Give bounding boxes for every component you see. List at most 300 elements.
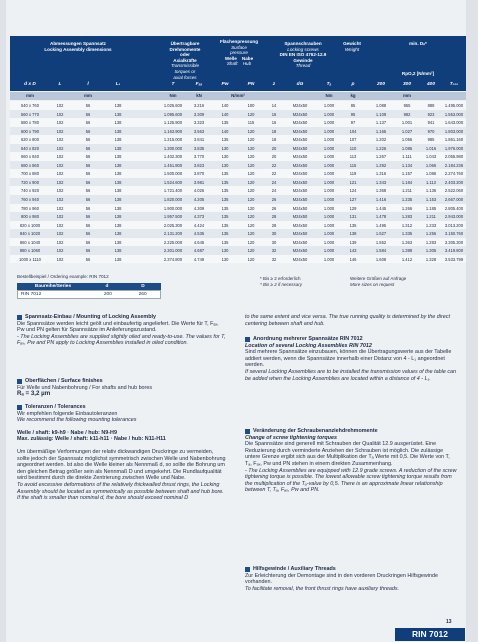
table-cell: 2.374.800 <box>163 256 183 262</box>
header-col-screws <box>268 41 338 69</box>
table-cell: 1.402.300 <box>163 154 183 160</box>
section-text: Location of several Locking Assemblies RIN 7012 <box>245 342 372 349</box>
table-cell: 135 <box>221 188 229 194</box>
table-cell: 1.524.600 <box>163 179 183 185</box>
table-cell: 56 <box>85 205 91 211</box>
table-cell: 130 <box>221 145 229 151</box>
table-cell: 120 <box>247 145 255 151</box>
table-cell: 135 <box>349 222 357 228</box>
table-cell: 138 <box>114 248 122 254</box>
table-cell: 1.861.160 <box>444 137 464 143</box>
table-cell: 840 x 1020 <box>19 231 41 237</box>
table-cell: 24 <box>271 179 277 185</box>
table-cell: 1.445 <box>375 205 387 211</box>
table-cell: 1.000 <box>323 231 335 237</box>
table-cell: 1.900.000 <box>163 205 183 211</box>
table-cell: M24x50 <box>292 120 308 126</box>
table-cell: 1.328 <box>425 256 437 262</box>
table-cell: 1.000 <box>323 222 335 228</box>
table-cell: 138 <box>114 214 122 220</box>
table-cell: M24x50 <box>292 137 308 143</box>
series-footer-badge: RIN 7012 <box>395 628 465 641</box>
bullet-icon <box>17 405 22 410</box>
sym-dxD: d x D <box>24 82 36 87</box>
table-cell: 1.185 <box>425 205 437 211</box>
header-text: torques or <box>174 68 196 74</box>
table-cell: 138 <box>114 256 122 262</box>
unit-cell: kg <box>350 93 356 98</box>
table-cell: 138 <box>349 231 357 237</box>
table-cell: 138 <box>114 205 122 211</box>
table-row <box>10 152 466 161</box>
table-cell: 28 <box>271 214 277 220</box>
table-cell: 139 <box>349 239 357 245</box>
table-cell: 660 x 840 <box>21 154 39 160</box>
table-cell: M24x50 <box>292 256 308 262</box>
unit-cell: mm <box>26 93 34 98</box>
table-row <box>10 229 466 238</box>
table-cell: 1.000 <box>323 197 335 203</box>
section-text: To facilitate removal, the front thrust rings have auxiliary threads. <box>245 585 400 592</box>
table-cell: 640 x 820 <box>21 145 39 151</box>
header-text: Transmissible <box>171 63 199 69</box>
table-cell: 1.085 <box>401 145 413 151</box>
table-cell: 1.495.000 <box>444 103 464 108</box>
ordering-heading: Bestellbeispiel / Ordering example: RIN 7012 <box>17 274 109 279</box>
table-cell: 1.000 <box>323 256 335 262</box>
table-cell: 3.323 <box>193 120 205 126</box>
bullet-icon <box>17 379 22 384</box>
table-cell: 135 <box>221 214 229 220</box>
table-cell: M24x50 <box>292 179 308 185</box>
sym-dG: dG <box>296 82 304 87</box>
table-cell: 970 <box>427 128 435 134</box>
unit-cell: Nm <box>325 93 333 98</box>
table-cell: 138 <box>114 222 122 228</box>
table-cell: 56 <box>85 188 91 194</box>
table-cell: 102 <box>56 197 64 203</box>
footnotes-right <box>350 276 406 288</box>
table-cell: M24x50 <box>292 188 308 194</box>
header-text: oder <box>180 52 190 58</box>
table-cell: 4.749 <box>193 256 205 262</box>
table-cell: 135 <box>221 197 229 203</box>
table-cell: 3.770 <box>193 154 205 160</box>
table-cell: 1.300.000 <box>163 145 183 151</box>
table-cell: M24x50 <box>292 128 308 134</box>
header-text: Nabe <box>241 55 254 61</box>
table-cell: 56 <box>85 171 91 177</box>
table-cell: 1.202 <box>375 137 387 143</box>
table-cell: 102 <box>56 205 64 211</box>
table-cell: 880 x 1060 <box>19 248 41 254</box>
table-cell: M24x50 <box>292 154 308 160</box>
section-tolerances <box>17 404 227 502</box>
table-cell: 1.111 <box>402 154 412 160</box>
table-cell: 1.000 <box>323 248 335 254</box>
table-cell: 985 <box>427 137 435 143</box>
table-cell: 3.533.799 <box>444 256 464 262</box>
table-cell: 600 x 790 <box>21 128 39 134</box>
table-cell: 1.000 <box>323 120 335 126</box>
table-cell: 56 <box>85 128 91 134</box>
table-cell: 120 <box>247 197 255 203</box>
ordering-table <box>17 283 161 299</box>
table-cell: 135 <box>221 171 229 177</box>
table-cell: 1.134 <box>401 162 413 168</box>
header-col-torque <box>160 41 210 80</box>
header-text: Weight <box>344 46 360 52</box>
table-cell: 102 <box>56 231 64 237</box>
table-cell: 580 x 780 <box>21 120 39 126</box>
table-row <box>10 246 466 255</box>
sym-z: z <box>272 82 276 87</box>
table-cell: 740 x 920 <box>21 188 39 194</box>
header-text: Surface <box>231 44 247 50</box>
table-cell: 102 <box>56 248 64 254</box>
table-cell: 120 <box>247 256 255 262</box>
table-cell: 120 <box>247 111 255 117</box>
section-text: Max. zulässig: Welle / shaft: k11-h11 · Nabe / hub: N11-H11 <box>17 436 166 443</box>
unit-cell: mm <box>403 93 411 98</box>
table-cell: 102 <box>56 239 64 245</box>
table-cell: 135 <box>221 205 229 211</box>
table-cell: 120 <box>247 162 255 168</box>
table-cell: 1.553.000 <box>444 111 464 117</box>
table-cell: 56 <box>85 111 91 117</box>
table-cell: 138 <box>114 188 122 194</box>
sym-L1: L₁ <box>115 82 121 87</box>
table-cell: 16 <box>271 111 277 117</box>
section-text: Für Welle und Nabenbohrung / For shafts and hub bores <box>17 384 153 391</box>
table-cell: 3.419.800 <box>444 248 464 254</box>
table-cell: 56 <box>85 197 91 203</box>
table-cell: 1.305 <box>425 248 437 254</box>
table-cell: 120 <box>247 137 255 143</box>
table-cell: 3.309 <box>193 111 205 117</box>
table-cell: 1.335 <box>401 231 413 237</box>
header-text: Locking Assembly dimensions <box>44 46 112 52</box>
table-cell: 1.125.900 <box>163 120 183 126</box>
table-cell: 120 <box>247 239 255 245</box>
table-cell: 102 <box>56 256 64 262</box>
table-cell: 20 <box>271 145 277 151</box>
table-cell: 2.055.980 <box>444 154 464 160</box>
table-cell: 1.095.600 <box>163 111 183 117</box>
table-cell: 2.131.200 <box>163 231 183 237</box>
ordering-col: D <box>141 284 145 289</box>
table-cell: 26 <box>271 197 277 203</box>
table-cell: 1.000 <box>323 239 335 245</box>
table-cell: 102 <box>56 214 64 220</box>
table-cell: 1.412 <box>401 256 413 262</box>
table-cell: 138 <box>114 231 122 237</box>
table-cell: 138 <box>114 137 122 143</box>
table-cell: 1.292 <box>375 162 387 168</box>
table-cell: 56 <box>85 145 91 151</box>
table-cell: M24x50 <box>292 205 308 211</box>
table-cell: 1.000 <box>323 188 335 194</box>
table-cell: 1.113 <box>426 179 436 185</box>
table-cell: 14 <box>271 103 277 108</box>
section-title <box>17 404 227 411</box>
table-cell: 1.153 <box>425 197 437 203</box>
section-text: Welle / shaft: k9-h9 · Nabe / hub: N9-H9 <box>17 429 117 436</box>
ordering-col: Baureihe/Series <box>34 284 72 289</box>
table-cell: M24x50 <box>292 145 308 151</box>
table-cell: 620 x 800 <box>21 137 39 143</box>
table-cell: 860 x 1040 <box>19 239 41 245</box>
table-cell: 1.027 <box>401 128 413 134</box>
table-cell: 138 <box>114 162 122 168</box>
table-row <box>10 221 466 230</box>
table-cell: 2.301.000 <box>163 248 183 254</box>
table-cell: 4.687 <box>193 248 205 254</box>
table-cell: 2.403.200 <box>444 179 464 185</box>
table-cell: M24x50 <box>292 222 308 228</box>
table-cell: 1.803.000 <box>444 128 464 134</box>
header-text: Übertragbare <box>170 41 200 46</box>
header-text: Drehmomente <box>169 46 201 52</box>
table-cell: 102 <box>56 145 64 151</box>
table-row <box>10 178 466 187</box>
table-cell: M24x50 <box>292 248 308 254</box>
header-text: Spannschrauben <box>284 41 322 46</box>
table-cell: 130 <box>221 248 229 254</box>
table-cell: 24 <box>271 188 277 194</box>
sym-300: 300 <box>402 82 411 87</box>
table-cell: 923 <box>427 111 435 117</box>
table-cell: 102 <box>56 188 64 194</box>
table-cell: 135 <box>221 179 229 185</box>
table-row <box>10 186 466 195</box>
table-cell: 1.584 <box>375 248 387 254</box>
header-col-min-dn <box>372 41 464 76</box>
section-text: Change of screw tightening torques <box>245 434 337 441</box>
sym-T200: T₂₀₀ <box>449 82 459 87</box>
table-cell: 120 <box>247 171 255 177</box>
header-text: Hub <box>242 61 252 67</box>
table-cell: 3.981 <box>193 179 205 185</box>
table-cell: 3.305.300 <box>444 239 464 245</box>
section-text: Zur Erleichterung der Demontage sind in den vorderen Druckringen Hilfsgewinde vorhanden. <box>245 572 438 586</box>
table-cell: 113 <box>349 154 357 160</box>
table-row <box>10 212 466 221</box>
table-cell: 2.667.000 <box>444 197 464 203</box>
table-cell: 2.274.760 <box>444 171 464 177</box>
table-cell: 20 <box>271 154 277 160</box>
table-cell: 982 <box>403 111 411 117</box>
table-cell: 95 <box>350 111 356 117</box>
table-cell: 120 <box>247 222 255 228</box>
table-cell: 146 <box>349 256 357 262</box>
table-cell: 1.451.800 <box>163 162 183 168</box>
table-cell: 820 x 1000 <box>19 222 41 228</box>
footnote: More sizes on request <box>350 282 395 287</box>
section-title-text: Oberflächen / Surface finishes <box>25 378 103 384</box>
section-text: Wir empfehlen folgende Einbautoleranzen <box>17 410 118 417</box>
table-row <box>10 169 466 178</box>
section-title-text: Spannsatz-Einbau / Mounting of Locking Assembly <box>25 314 156 320</box>
table-cell: M24x50 <box>292 111 308 117</box>
table-cell: 2.025.300 <box>163 222 183 228</box>
header-col-pressure <box>213 39 265 67</box>
ordering-table-row <box>17 290 161 299</box>
sym-T: T <box>171 82 175 87</box>
table-cell: 130 <box>221 162 229 168</box>
table-cell: 941 <box>427 120 435 126</box>
section-title-text: Hilfsgewinde / Auxiliary Threads <box>253 566 336 572</box>
ordering-table-head <box>17 283 161 290</box>
table-cell: M24x50 <box>292 231 308 237</box>
table-cell: M24x50 <box>292 197 308 203</box>
table-cell: 1.000 <box>323 137 335 143</box>
table-cell: 85 <box>350 103 356 108</box>
table-cell: 1.043 <box>425 154 437 160</box>
table-cell: 1.000 <box>323 154 335 160</box>
header-text: Abmessungen Spannsatz <box>50 41 106 46</box>
table-cell: 22 <box>271 162 277 168</box>
table-cell: 4.026 <box>193 188 205 194</box>
sym-l: l <box>87 82 89 87</box>
table-cell: 129 <box>349 205 357 211</box>
table-cell: 888 <box>427 103 435 108</box>
table-cell: 56 <box>85 103 91 108</box>
section-title <box>245 428 457 435</box>
table-cell: 1.157 <box>401 171 413 177</box>
table-cell: 138 <box>114 197 122 203</box>
table-cell: 102 <box>56 111 64 117</box>
section-text: Um übermäßige Verformungen der relativ dickwandigen Druckringe zu vermeiden, sollte jedoch der Spannsatz möglichst symmetrisch zwischen Welle und Nabenbohrung angeordnet werden. Ist also die Welle kleiner als Nennmaß d, so sollte die Bohrung um den gleichen Betrag größer sein als Nennmaß D und umgekehrt. Die Rundlaufqualität wird bestimmt durch die direkte Zentrierung zwischen Welle und Nabe. <box>17 448 226 482</box>
table-cell: 26 <box>271 205 277 211</box>
table-cell: 107 <box>349 137 357 143</box>
table-cell: 1.500.000 <box>163 171 183 177</box>
ordering-cell: 200 <box>103 292 112 297</box>
table-cell: 1.000 <box>323 145 335 151</box>
table-cell: 4.205 <box>193 197 205 203</box>
table-cell: 135 <box>221 222 229 228</box>
footnote: Weitere Größen auf Anfrage <box>350 276 407 281</box>
header-text: Gewinde <box>293 57 313 63</box>
table-cell: 1.211 <box>426 214 436 220</box>
table-cell: 56 <box>85 222 91 228</box>
section-title-text: Veränderung der Schraubenanziehdrehmomente <box>253 428 378 434</box>
table-cell: 102 <box>56 171 64 177</box>
table-cell: 102 <box>56 120 64 126</box>
table-cell: 56 <box>85 214 91 220</box>
table-cell: 102 <box>56 128 64 134</box>
sym-Pw: Pw <box>221 82 229 87</box>
table-cell: 1.721.400 <box>163 188 183 194</box>
table-cell: 56 <box>85 248 91 254</box>
header-text: Axialkräfte <box>173 57 197 63</box>
bullet-icon <box>17 315 22 320</box>
table-cell: 1.136 <box>425 188 437 194</box>
table-cell: 56 <box>85 162 91 168</box>
table-cell: 135 <box>221 137 229 143</box>
table-cell: 3.835 <box>193 145 205 151</box>
table-cell: 120 <box>247 128 255 134</box>
ordering-cell: RIN 7012 <box>21 292 42 297</box>
table-row <box>10 238 466 247</box>
table-cell: 1.000 <box>323 111 335 117</box>
table-cell: 32 <box>271 248 277 254</box>
table-cell: 138 <box>114 111 122 117</box>
table-cell: 720 x 900 <box>21 179 39 185</box>
table-cell: 1.957.500 <box>163 214 183 220</box>
footnote: * Bis ≥ 2 erforderlich <box>260 276 301 281</box>
ordering-col: d <box>105 284 109 289</box>
header-text: DIN EN ISO 4762-12.9 <box>279 52 327 58</box>
table-row <box>10 255 466 264</box>
footnote: * Bis ≥ 2 if necessary <box>260 282 302 287</box>
table-cell: 4.645 <box>193 239 205 245</box>
table-cell: 540 x 760 <box>21 103 39 108</box>
table-cell: 131 <box>349 214 357 220</box>
page-number: 13 <box>446 619 452 625</box>
table-cell: 1.000 <box>323 179 335 185</box>
table-cell: 127 <box>349 197 357 203</box>
table-cell: 120 <box>247 154 255 160</box>
table-cell: 138 <box>114 120 122 126</box>
sym-L: L <box>58 82 62 87</box>
table-row <box>10 110 466 119</box>
table-cell: 3.216 <box>193 103 205 108</box>
table-row <box>10 161 466 170</box>
header-text: Locking screws <box>287 46 319 52</box>
table-cell: 3.841 <box>193 137 205 143</box>
table-cell: 143 <box>349 248 357 254</box>
table-cell: 1.163.900 <box>163 128 183 134</box>
table-cell: 138 <box>114 103 122 108</box>
table-cell: 28 <box>271 222 277 228</box>
table-cell: 955 <box>403 103 411 108</box>
table-cell: 560 x 770 <box>21 111 39 117</box>
table-cell: 1.088 <box>375 103 387 108</box>
table-cell: 1.256 <box>425 231 437 237</box>
section-title <box>17 314 227 321</box>
header-text: Welle <box>224 55 237 61</box>
section-text: Rₐ = 3,2 µm <box>17 390 51 398</box>
table-cell: 1.266 <box>401 205 413 211</box>
section-text: - The Locking Assemblies are equipped with 12.9 grade screws. A reduction of the screw tightening torque is possible. The lowest allowable screw tightening torque results from the multiplication of the Tₐ-value by 0,5. There is an approximate linear relationship between T, Tₐ, Fₐₓ, Pw and PN. <box>245 467 457 494</box>
table-cell: 4.535 <box>193 231 205 237</box>
table-cell: 115 <box>247 120 255 126</box>
table-cell: M24x50 <box>292 239 308 245</box>
table-cell: 120 <box>247 248 255 254</box>
table-cell: 138 <box>114 145 122 151</box>
table-cell: 102 <box>56 103 64 108</box>
footnotes-left <box>260 276 302 288</box>
unit-cell: Nm <box>169 93 177 98</box>
table-cell: 1.000 <box>323 171 335 177</box>
table-cell: 1.211 <box>402 188 412 194</box>
unit-cell: mm <box>84 93 92 98</box>
section-text: To avoid excessive deformations of the relatively thickwalled thrust rings, the Locking Assembly should be located as symmetrically as possible between shaft and hub bore. If the shaft is smaller than nominal d, the bore should exceed nominal D <box>17 481 224 502</box>
table-cell: 1000 x 1110 <box>19 256 41 262</box>
table-row <box>10 127 466 136</box>
table-cell: 138 <box>114 128 122 134</box>
table-row <box>10 195 466 204</box>
table-cell: 4.424 <box>193 222 205 228</box>
table-cell: 2.184.236 <box>444 162 464 168</box>
table-cell: 1.643.000 <box>444 120 464 126</box>
section-text: If several Locking Assemblies are to be installed the transmission values of the table can be added when the Locking Assemblies are located within a distance of 4 - L₁. <box>245 368 457 382</box>
table-cell: 135 <box>221 231 229 237</box>
table-cell: 4.309 <box>193 205 205 211</box>
table-cell: 1.109 <box>375 111 387 117</box>
table-cell: 1.343 <box>375 179 387 185</box>
